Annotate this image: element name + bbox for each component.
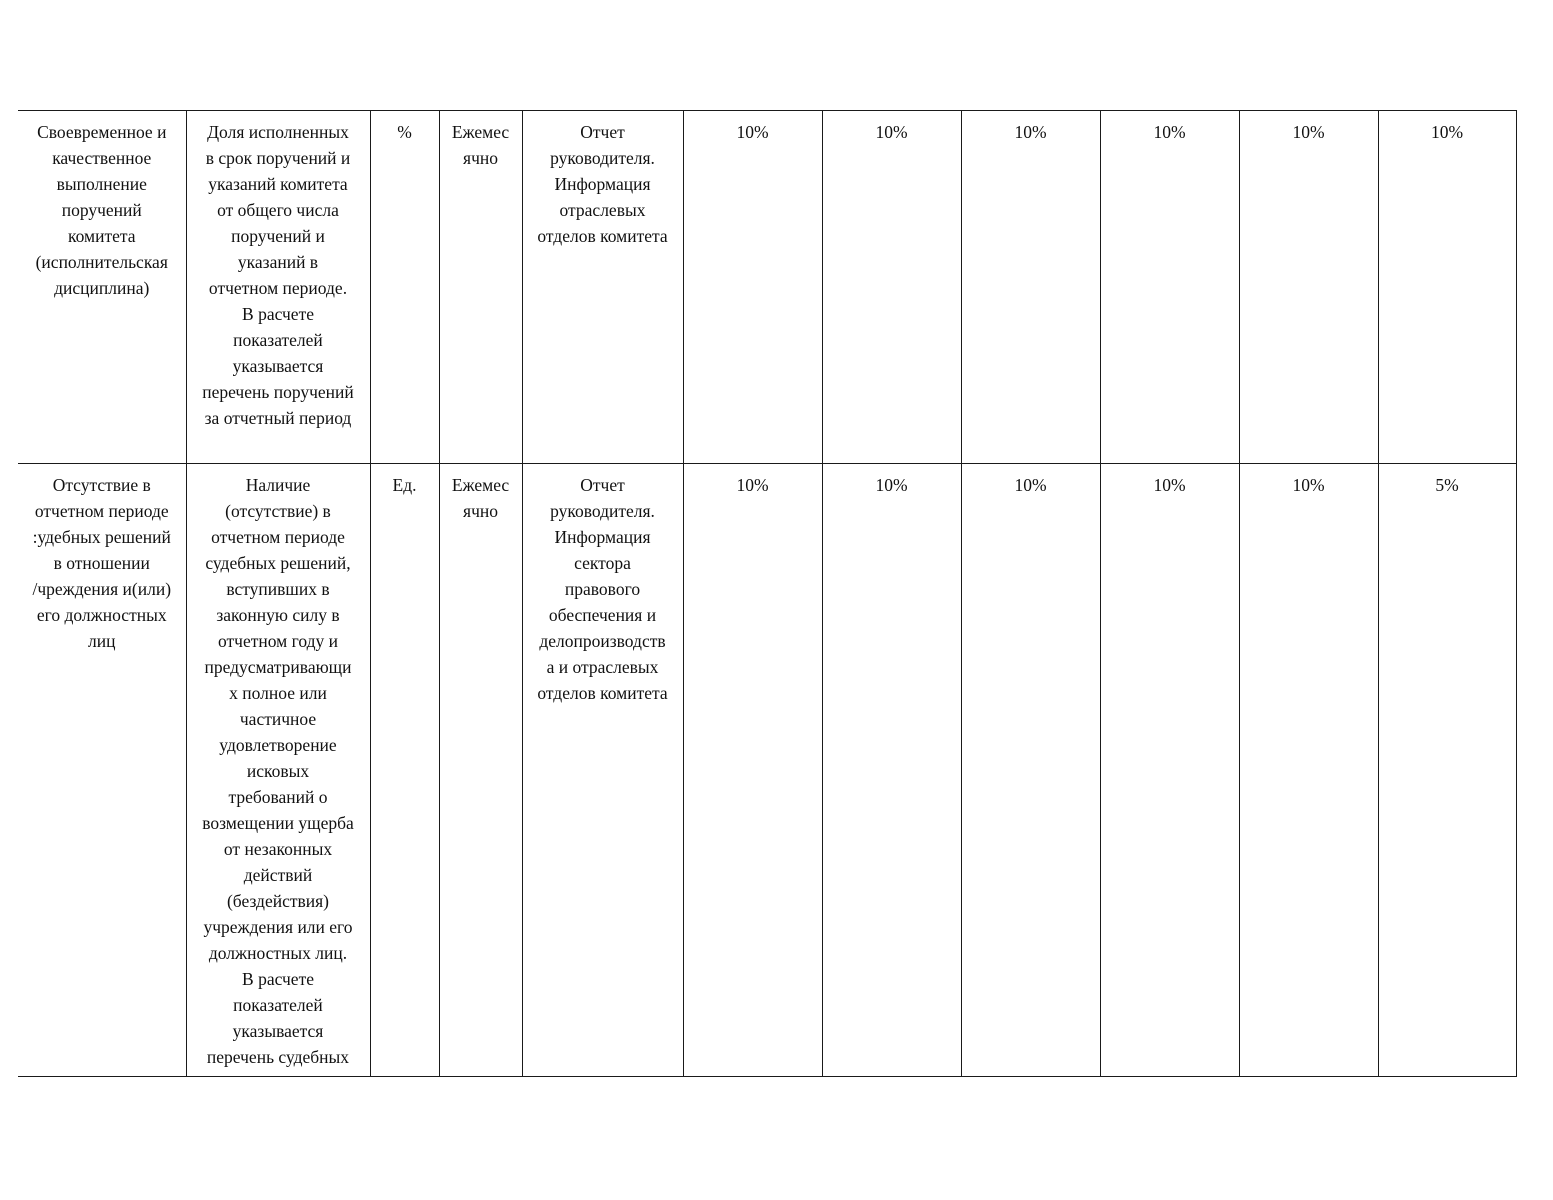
value-text: 10% <box>1153 122 1186 142</box>
value-cell <box>1100 464 1239 1077</box>
source-text: Отчет руководителя. Информация отраслевых отделов комитета <box>537 122 668 246</box>
value-cell <box>1378 111 1516 464</box>
criterion-cell <box>18 111 186 464</box>
value-cell <box>683 111 822 464</box>
periodicity-text: Ежемес ячно <box>451 475 510 521</box>
source-text: Отчет руководителя. Информация сектора правового обеспечения и делопроизводств а и отраслевых отделов комитета <box>537 475 668 703</box>
value-text: 10% <box>1292 122 1325 142</box>
table-row <box>18 111 1516 464</box>
value-text: 10% <box>1430 122 1464 142</box>
indicator-text: Доля исполненных в срок поручений и указаний комитета от общего числа поручений и указаний в отчетном периоде. В расчете показателей указывается перечень поручений за отчетный период <box>202 122 354 428</box>
indicator-text: Наличие (отсутствие) в отчетном периоде судебных решений, вступивших в законную силу в отчетном году и предусматривающи х полное или частичное удовлетворение исковых требований о возмещении ущерба от незаконных действий (бездействия) учреждения или его должностных лиц. В расчете показателей указывается перечень судебных <box>202 475 354 1067</box>
value-text: 10% <box>1014 475 1047 495</box>
value-text: 10% <box>875 122 908 142</box>
value-cell <box>822 464 961 1077</box>
indicator-cell <box>186 111 370 464</box>
source-cell <box>522 464 683 1077</box>
criterion-text: Своевременное и качественное выполнение поручений комитета (исполнительская дисциплина) <box>35 122 168 298</box>
value-cell <box>1239 111 1378 464</box>
value-cell <box>1239 464 1378 1077</box>
value-text: 10% <box>1014 122 1047 142</box>
criterion-text: Отсутствие в отчетном периоде :удебных решений в отношении /чреждения и(или) его должностных лиц <box>32 475 172 651</box>
unit-text: Ед. <box>392 475 417 495</box>
periodicity-cell <box>439 464 522 1077</box>
unit-cell <box>370 464 439 1077</box>
value-text: 10% <box>875 475 908 495</box>
value-text: 10% <box>736 475 769 495</box>
value-text: 10% <box>736 122 769 142</box>
periodicity-text: Ежемес ячно <box>451 122 510 168</box>
value-cell <box>961 111 1100 464</box>
value-text: 5% <box>1435 475 1459 495</box>
document-page <box>18 110 1516 1077</box>
indicator-cell <box>186 464 370 1077</box>
value-cell <box>1100 111 1239 464</box>
unit-cell <box>370 111 439 464</box>
kpi-table <box>18 110 1517 1077</box>
value-cell <box>822 111 961 464</box>
value-cell <box>1378 464 1516 1077</box>
value-text: 10% <box>1153 475 1186 495</box>
unit-text: % <box>397 122 412 142</box>
value-text: 10% <box>1292 475 1325 495</box>
criterion-cell <box>18 464 186 1077</box>
periodicity-cell <box>439 111 522 464</box>
table-row <box>18 464 1516 1077</box>
value-cell <box>961 464 1100 1077</box>
source-cell <box>522 111 683 464</box>
value-cell <box>683 464 822 1077</box>
